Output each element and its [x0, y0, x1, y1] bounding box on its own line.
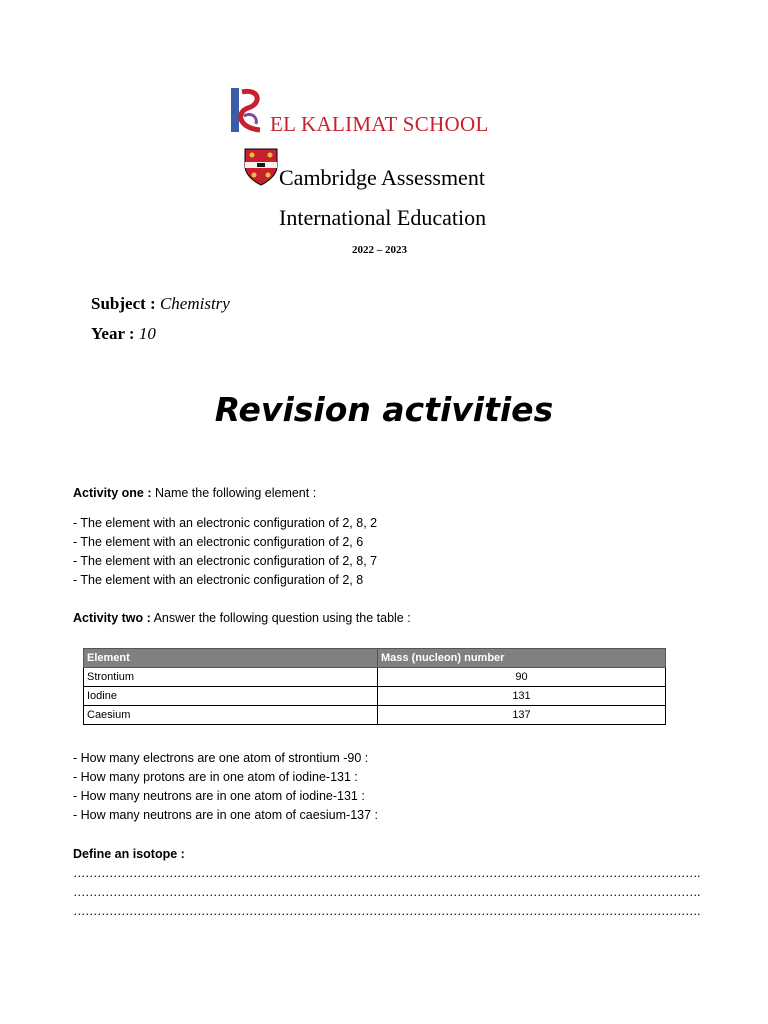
activity-one-item: - The element with an electronic configuration of 2, 6 — [73, 535, 364, 549]
activity-two-label: Activity two : — [73, 611, 151, 625]
answer-line: …………………………………………………………………………………………………………………………………………. — [73, 866, 700, 880]
activity-two-instruction: Answer the following question using the table : — [153, 611, 411, 625]
document-title: Revision activities — [214, 390, 554, 429]
school-logo-icon — [230, 86, 266, 134]
element-table — [83, 648, 666, 725]
activity-one-label: Activity one : — [73, 486, 152, 500]
activity-two-question: - How many protons are in one atom of iodine-131 : — [73, 770, 358, 784]
org-name-line2: International Education — [279, 205, 487, 230]
year-value: 10 — [138, 324, 156, 343]
answer-line: …………………………………………………………………………………………………………………………………………. — [73, 904, 700, 918]
table-cell: 137 — [378, 706, 666, 725]
table-header-cell: Element — [84, 649, 378, 668]
table-header-cell: Mass (nucleon) number — [378, 649, 666, 668]
year-label: Year : — [91, 324, 135, 343]
org-name-line1: Cambridge Assessment — [279, 165, 485, 190]
school-name: EL KALIMAT SCHOOL — [270, 112, 489, 136]
activity-two-question: - How many electrons are one atom of strontium -90 : — [73, 751, 369, 765]
activity-one-item: - The element with an electronic configuration of 2, 8 — [73, 573, 364, 587]
activity-two-question: - How many neutrons are in one atom of caesium-137 : — [73, 808, 379, 822]
activity-two-heading — [73, 611, 411, 625]
isotope-prompt: Define an isotope : — [73, 847, 185, 861]
activity-one-item: - The element with an electronic configuration of 2, 8, 2 — [73, 516, 378, 530]
table-cell: 131 — [378, 687, 666, 706]
year-row — [91, 324, 156, 344]
table-cell: Strontium — [84, 668, 378, 687]
table-cell: 90 — [378, 668, 666, 687]
answer-line: …………………………………………………………………………………………………………………………………………. — [73, 885, 700, 899]
subject-row — [91, 294, 230, 314]
table-row — [84, 668, 666, 687]
table-cell: Caesium — [84, 706, 378, 725]
subject-label: Subject : — [91, 294, 156, 313]
subject-value: Chemistry — [159, 294, 230, 313]
activity-one-item: - The element with an electronic configuration of 2, 8, 7 — [73, 554, 378, 568]
academic-year: 2022 – 2023 — [352, 244, 407, 256]
table-header-row — [84, 649, 666, 668]
table-row — [84, 706, 666, 725]
cambridge-crest-icon — [244, 148, 278, 186]
table-cell: Iodine — [84, 687, 378, 706]
table-row — [84, 687, 666, 706]
activity-one-heading — [73, 486, 316, 500]
activity-two-question: - How many neutrons are in one atom of iodine-131 : — [73, 789, 365, 803]
activity-one-instruction: Name the following element : — [154, 486, 317, 500]
